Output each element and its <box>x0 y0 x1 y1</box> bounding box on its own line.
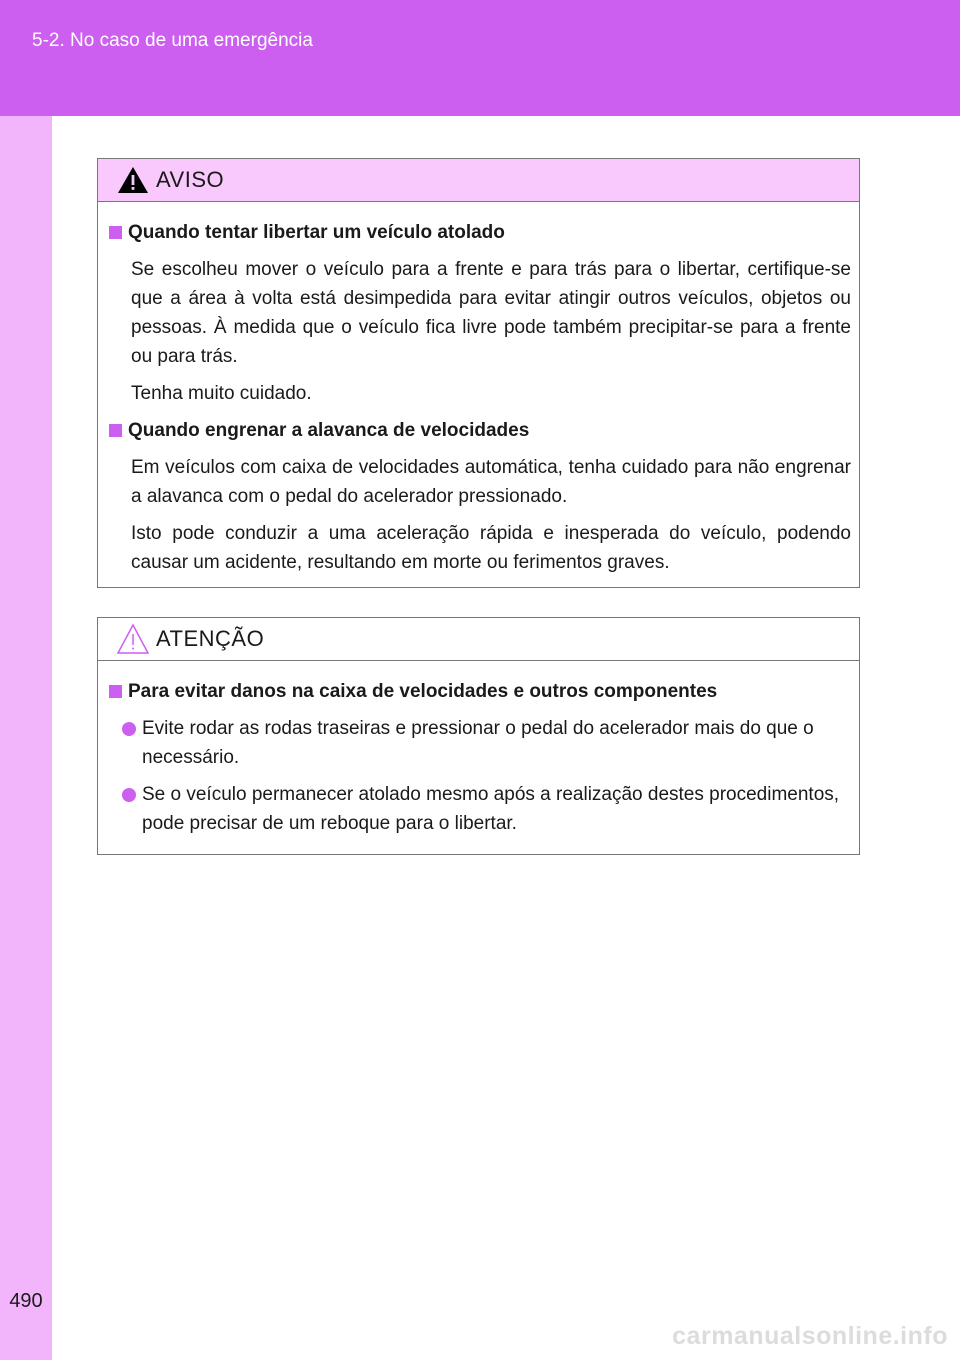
list-item-text: Evite rodar as rodas traseiras e pressionar o pedal do acelerador mais do que o necessário. <box>142 718 814 768</box>
section-heading-text: Quando tentar libertar um veículo atolado <box>128 222 505 243</box>
section-heading <box>106 677 851 706</box>
list-item <box>122 780 851 838</box>
aviso-header <box>98 159 859 202</box>
list-item-text: Se o veículo permanecer atolado mesmo após a realização destes procedimentos, pode precisar de um reboque para o libertar. <box>142 784 840 834</box>
header-bar <box>0 0 960 116</box>
section-heading-text: Para evitar danos na caixa de velocidades e outros componentes <box>128 681 718 702</box>
section-title: 5-2. No caso de uma emergência <box>32 30 313 51</box>
aviso-box <box>97 158 860 588</box>
atencao-body <box>98 661 859 838</box>
round-bullet-icon <box>122 788 136 802</box>
aviso-body <box>98 202 859 577</box>
atencao-header <box>98 618 859 661</box>
page-number: 490 <box>9 1290 43 1312</box>
aviso-title: AVISO <box>156 167 225 192</box>
atencao-box <box>97 617 860 855</box>
footer-watermark: carmanualsonline.info <box>672 1322 948 1350</box>
side-strip <box>0 116 52 1360</box>
list-item <box>122 714 851 772</box>
paragraph: Tenha muito cuidado. <box>131 383 312 404</box>
square-bullet-icon <box>109 424 122 437</box>
section-heading-text: Quando engrenar a alavanca de velocidades <box>128 420 530 441</box>
caution-triangle-icon <box>116 623 150 655</box>
section-heading <box>106 218 851 247</box>
paragraph: Isto pode conduzir a uma aceleração rápida e inesperada do veículo, podendo causar um acidente, resultando em morte ou ferimentos graves. <box>131 523 851 573</box>
round-bullet-icon <box>122 722 136 736</box>
warning-triangle-icon <box>116 165 150 195</box>
paragraph: Em veículos com caixa de velocidades automática, tenha cuidado para não engrenar a alavanca com o pedal do acelerador pressionado. <box>131 457 851 507</box>
square-bullet-icon <box>109 226 122 239</box>
atencao-title: ATENÇÃO <box>156 626 265 651</box>
section-heading <box>106 416 851 445</box>
square-bullet-icon <box>109 685 122 698</box>
paragraph: Se escolheu mover o veículo para a frente e para trás para o libertar, certifique-se que a área à volta está desimpedida para evitar atingir outros veículos, objetos ou pessoas. À medida que o veículo fica livre pode também precipitar-se para a frente ou para trás. <box>131 259 851 367</box>
